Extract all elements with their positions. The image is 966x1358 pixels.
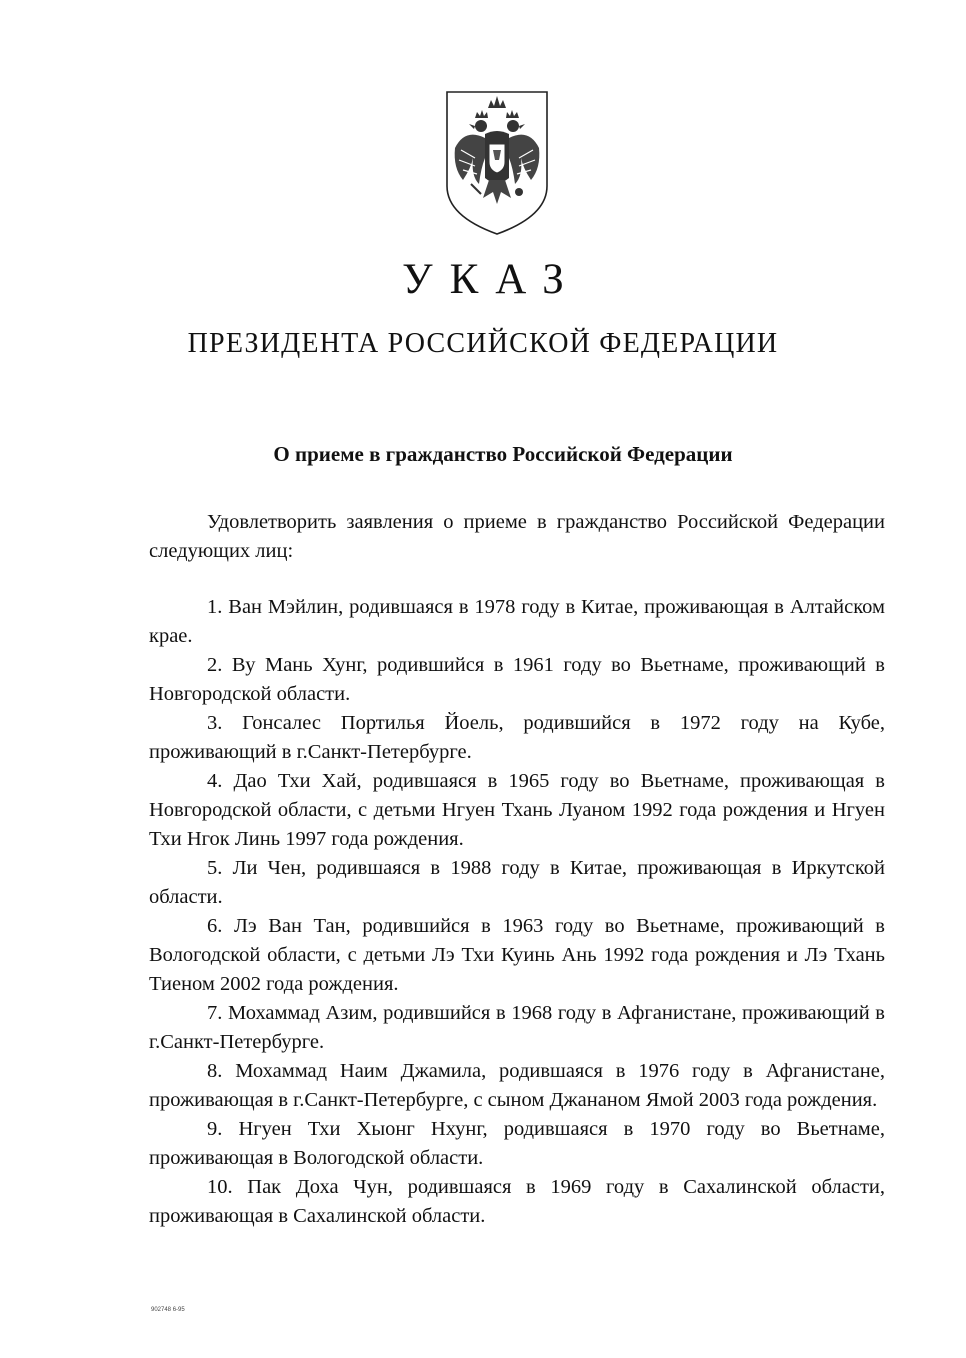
list-item: 9. Нгуен Тхи Хыонг Нхунг, родившаяся в 1970 году во Вьетнаме, проживающая в Вологодской области. bbox=[149, 1118, 885, 1169]
list-item: 10. Пак Доха Чун, родившаяся в 1969 году в Сахалинской области, проживающая в Сахалинской области. bbox=[149, 1176, 885, 1227]
list-item: 8. Мохаммад Наим Джамила, родившаяся в 1976 году в Афганистане, проживающая в г.Санкт-Петербурге, с сыном Джананом Ямой 2003 года рождения. bbox=[149, 1060, 885, 1111]
decree-subject: О приеме в гражданство Российской Федерации bbox=[273, 442, 733, 466]
intro-paragraph bbox=[149, 508, 885, 566]
list-item: 6. Лэ Ван Тан, родившийся в 1963 году во Вьетнаме, проживающий в Вологодской области, с детьми Лэ Тхи Куинь Ань 1992 года рождения и Лэ Тхань Тиеном 2002 года рождения. bbox=[149, 915, 885, 995]
list-item: 5. Ли Чен, родившаяся в 1988 году в Китае, проживающая в Иркутской области. bbox=[149, 857, 885, 908]
list-item: 4. Дао Тхи Хай, родившаяся в 1965 году во Вьетнаме, проживающая в Новгородской области, с детьми Нгуен Тхань Луаном 1992 года рождения и Нгуен Тхи Нгок Линь 1997 года рождения. bbox=[149, 770, 885, 850]
list-item: 2. Ву Мань Хунг, родившийся в 1961 году во Вьетнаме, проживающий в Новгородской области. bbox=[149, 654, 885, 705]
list-item: 7. Мохаммад Азим, родившийся в 1968 году в Афганистане, проживающий в г.Санкт-Петербурге. bbox=[149, 1002, 885, 1053]
list-item: 1. Ван Мэйлин, родившаяся в 1978 году в Китае, проживающая в Алтайском крае. bbox=[149, 596, 885, 647]
document-type-heading: УКАЗ bbox=[402, 256, 581, 303]
intro-text: Удовлетворить заявления о приеме в гражданство Российской Федерации следующих лиц: bbox=[149, 511, 885, 562]
issuer-heading: ПРЕЗИДЕНТА РОССИЙСКОЙ ФЕДЕРАЦИИ bbox=[187, 328, 779, 359]
list-item: 3. Гонсалес Портилья Йоель, родившийся в 1972 году на Кубе, проживающий в г.Санкт-Петербурге. bbox=[149, 712, 885, 763]
footer-form-code: 902748 6-95 bbox=[151, 1307, 185, 1313]
persons-list bbox=[149, 593, 885, 1231]
russian-coat-of-arms-icon bbox=[441, 88, 553, 238]
